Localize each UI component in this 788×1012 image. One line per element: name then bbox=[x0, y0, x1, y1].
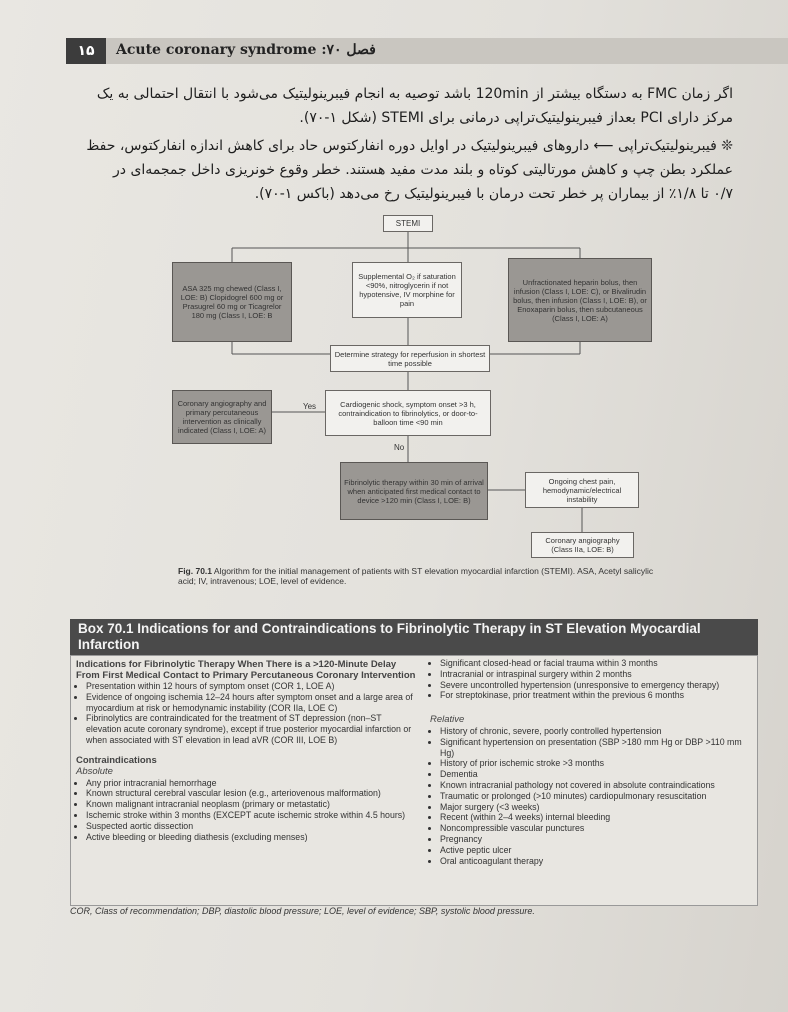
flow-stemi: STEMI bbox=[383, 215, 433, 232]
list-item: • History of prior ischemic stroke >3 months bbox=[440, 758, 752, 769]
list-item: • For streptokinase, prior treatment within the previous 6 months bbox=[440, 690, 752, 701]
persian-line-3: ❊ فیبرینولیتیک‌تراپی ⟵ داروهای فیبرینولیتیک در اوایل دوره انفارکتوس حاد برای کاهش اندازه انفارکتوس، حفظ bbox=[86, 138, 733, 154]
contraindications-heading: Contraindications bbox=[76, 754, 157, 766]
list-item: • Noncompressible vascular punctures bbox=[440, 823, 752, 834]
list-item: • Known structural cerebral vascular lesion (e.g., arteriovenous malformation) bbox=[86, 788, 416, 799]
list-item: • Severe uncontrolled hypertension (unresponsive to emergency therapy) bbox=[440, 680, 752, 691]
flow-asa: ASA 325 mg chewed (Class I, LOE: B) Clopidogrel 600 mg or Prasugrel 60 mg or Ticagrelor 180 mg (Class I, LOE: B bbox=[172, 262, 292, 342]
flow-coronary-angio: Coronary angiography (Class IIa, LOE: B) bbox=[531, 532, 634, 558]
list-item: • Any prior intracranial hemorrhage bbox=[86, 778, 416, 789]
box-title: Box 70.1 Indications for and Contraindications to Fibrinolytic Therapy in ST Elevation Myocardial Infarction bbox=[70, 619, 758, 655]
list-item: • Fibrinolytics are contraindicated for the treatment of ST depression (non–ST elevation acute coronary syndrome), except if true posterior myocardial infarction or when associated with ST elevation in lead aVR (COR III, LOE B) bbox=[86, 713, 416, 745]
flow-fibrinolytic: Fibrinolytic therapy within 30 min of arrival when anticipated first medical contact to device >120 min (Class I, LOE: B) bbox=[340, 462, 488, 520]
flow-no-label: No bbox=[394, 443, 405, 452]
list-item: • Evidence of ongoing ischemia 12–24 hours after symptom onset and a large area of myocardium at risk or hemodynamic instability (COR IIa, LOE C) bbox=[86, 692, 416, 714]
list-item: • Dementia bbox=[440, 769, 752, 780]
list-item: • Known malignant intracranial neoplasm (primary or metastatic) bbox=[86, 799, 416, 810]
box-left-column bbox=[76, 659, 416, 842]
caption-text: Algorithm for the initial management of patients with ST elevation myocardial infarction (STEMI). ASA, Acetyl salicylic acid; IV, intravenous; LOE, level of evidence. bbox=[178, 566, 654, 586]
absolute-heading: Absolute bbox=[76, 765, 113, 777]
list-item: • Active peptic ulcer bbox=[440, 845, 752, 856]
flow-supplemental: Supplemental O₂ if saturation <90%, nitroglycerin if not hypotensive, IV morphine for pain bbox=[352, 262, 462, 318]
absolute-list bbox=[76, 778, 416, 843]
list-item: • Oral anticoagulant therapy bbox=[440, 856, 752, 867]
relative-list bbox=[430, 726, 752, 866]
indications-list bbox=[76, 681, 416, 746]
list-item: • Known intracranial pathology not covered in absolute contraindications bbox=[440, 780, 752, 791]
persian-line-1: اگر زمان FMC به دستگاه بیشتر از 120min باشد توصیه به انجام فیبرینولیتیک می‌شود با انتقال احتمالی به یک bbox=[96, 86, 733, 102]
list-item: • Pregnancy bbox=[440, 834, 752, 845]
figure-caption bbox=[178, 566, 658, 586]
list-item: • Major surgery (<3 weeks) bbox=[440, 802, 752, 813]
flow-ongoing: Ongoing chest pain, hemodynamic/electrical instability bbox=[525, 472, 639, 508]
persian-line-4: عملکرد بطن چپ و کاهش مورتالیتی کوتاه و بلند مدت مفید هستند. خطر وقوع خونریزی داخل جمجمه‌ای در bbox=[113, 162, 733, 178]
list-item: • Traumatic or prolonged (>10 minutes) cardiopulmonary resuscitation bbox=[440, 791, 752, 802]
flow-heparin: Unfractionated heparin bolus, then infusion (Class I, LOE: C), or Bivalirudin bolus, then infusion (Class I, LOE: B), or Enoxaparin bolus, then subcutaneous (Class I, LOE: A) bbox=[508, 258, 652, 342]
list-item: • Intracranial or intraspinal surgery within 2 months bbox=[440, 669, 752, 680]
list-item: • Ischemic stroke within 3 months (EXCEPT acute ischemic stroke within 4.5 hours) bbox=[86, 810, 416, 821]
list-item: • History of chronic, severe, poorly controlled hypertension bbox=[440, 726, 752, 737]
list-item: • Active bleeding or bleeding diathesis (excluding menses) bbox=[86, 832, 416, 843]
list-item: • Presentation within 12 hours of symptom onset (COR 1, LOE A) bbox=[86, 681, 416, 692]
indications-heading: Indications for Fibrinolytic Therapy When There is a >120-Minute Delay From First Medical Contact to Primary Percutaneous Coronary Intervention bbox=[76, 659, 416, 681]
list-item: • Significant hypertension on presentation (SBP >180 mm Hg or DBP >110 mm Hg) bbox=[440, 737, 752, 759]
caption-label: Fig. 70.1 bbox=[178, 566, 213, 576]
chapter-title: Acute coronary syndrome :۷۰ فصل bbox=[116, 42, 376, 58]
box-right-column bbox=[430, 658, 752, 866]
page-number: ۱۵ bbox=[66, 38, 106, 64]
persian-line-2: مرکز دارای PCI بعداز فیبرینولیتیک‌تراپی درمانی برای STEMI (شکل ۱-۷۰). bbox=[299, 110, 733, 126]
flow-yes-label: Yes bbox=[303, 402, 317, 411]
flow-cardiogenic: Cardiogenic shock, symptom onset >3 h, contraindication to fibrinolytics, or door-to-balloon time <90 min bbox=[325, 390, 491, 436]
persian-line-5: ۰/۷ تا ۱/۸٪ از بیماران پر خطر تحت درمان با فیبرینولیتیک رخ می‌دهد (باکس ۱-۷۰). bbox=[254, 186, 733, 202]
flow-determine: Determine strategy for reperfusion in shortest time possible bbox=[330, 345, 490, 372]
list-item: • Significant closed-head or facial trauma within 3 months bbox=[440, 658, 752, 669]
box-footnote: COR, Class of recommendation; DBP, diastolic blood pressure; LOE, level of evidence; SBP, systolic blood pressure. bbox=[70, 906, 535, 916]
list-item: • Suspected aortic dissection bbox=[86, 821, 416, 832]
list-item: • Recent (within 2–4 weeks) internal bleeding bbox=[440, 812, 752, 823]
absolute-right-list bbox=[430, 658, 752, 701]
flow-angiography-pci: Coronary angiography and primary percutaneous intervention as clinically indicated (Class I, LOE: A) bbox=[172, 390, 272, 444]
relative-heading: Relative bbox=[430, 714, 465, 726]
